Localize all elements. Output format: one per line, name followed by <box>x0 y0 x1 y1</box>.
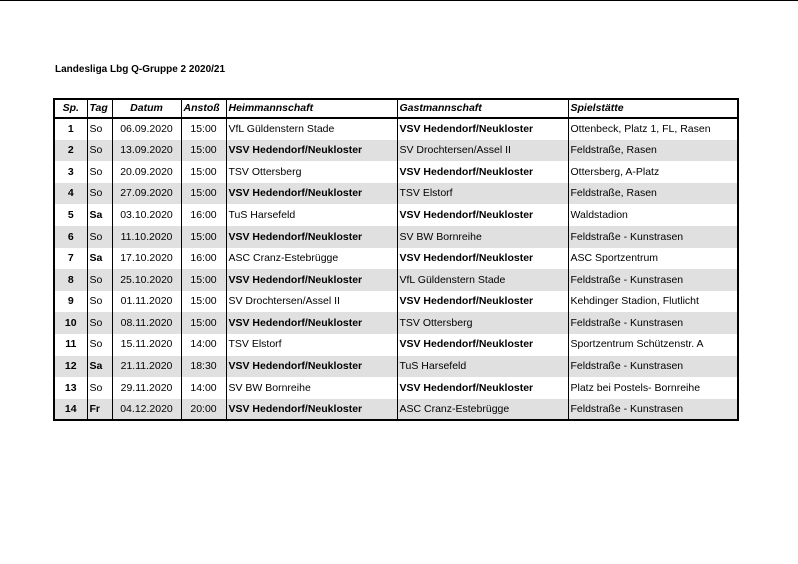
header-heim: Heimmannschaft <box>226 99 397 118</box>
cell-datum: 17.10.2020 <box>112 248 181 270</box>
table-row <box>54 291 738 313</box>
cell-datum: 03.10.2020 <box>112 204 181 226</box>
cell-tag: So <box>87 118 112 140</box>
cell-heim: SV BW Bornreihe <box>226 377 397 399</box>
cell-tag: So <box>87 291 112 313</box>
cell-anstoss: 18:30 <box>181 356 226 378</box>
cell-heim: VSV Hedendorf/Neukloster <box>226 269 397 291</box>
cell-ort: Feldstraße - Kunstrasen <box>568 312 738 334</box>
cell-ort: Platz bei Postels- Bornreihe <box>568 377 738 399</box>
cell-heim: TuS Harsefeld <box>226 204 397 226</box>
cell-gast: VSV Hedendorf/Neukloster <box>397 161 568 183</box>
cell-datum: 13.09.2020 <box>112 140 181 162</box>
cell-gast: TSV Ottersberg <box>397 312 568 334</box>
cell-anstoss: 14:00 <box>181 377 226 399</box>
cell-tag: So <box>87 312 112 334</box>
cell-anstoss: 15:00 <box>181 312 226 334</box>
cell-tag: So <box>87 334 112 356</box>
cell-tag: Sa <box>87 356 112 378</box>
table-row <box>54 183 738 205</box>
cell-ort: Sportzentrum Schützenstr. A <box>568 334 738 356</box>
cell-datum: 25.10.2020 <box>112 269 181 291</box>
table-row <box>54 269 738 291</box>
header-sp: Sp. <box>54 99 87 118</box>
cell-heim: VSV Hedendorf/Neukloster <box>226 140 397 162</box>
table-row <box>54 334 738 356</box>
page-top-border <box>0 0 798 1</box>
cell-anstoss: 15:00 <box>181 269 226 291</box>
cell-gast: TSV Elstorf <box>397 183 568 205</box>
cell-anstoss: 15:00 <box>181 291 226 313</box>
cell-ort: Feldstraße, Rasen <box>568 140 738 162</box>
cell-sp: 3 <box>54 161 87 183</box>
cell-datum: 04.12.2020 <box>112 399 181 421</box>
cell-heim: ASC Cranz-Estebrügge <box>226 248 397 270</box>
table-row <box>54 356 738 378</box>
schedule-table <box>53 98 739 421</box>
cell-sp: 1 <box>54 118 87 140</box>
cell-datum: 06.09.2020 <box>112 118 181 140</box>
cell-sp: 2 <box>54 140 87 162</box>
header-tag: Tag <box>87 99 112 118</box>
cell-tag: Sa <box>87 204 112 226</box>
cell-gast: VSV Hedendorf/Neukloster <box>397 334 568 356</box>
cell-anstoss: 15:00 <box>181 183 226 205</box>
cell-anstoss: 16:00 <box>181 248 226 270</box>
cell-heim: VSV Hedendorf/Neukloster <box>226 399 397 421</box>
table-row <box>54 399 738 421</box>
cell-anstoss: 15:00 <box>181 226 226 248</box>
cell-ort: Waldstadion <box>568 204 738 226</box>
header-ort: Spielstätte <box>568 99 738 118</box>
cell-gast: VSV Hedendorf/Neukloster <box>397 248 568 270</box>
cell-tag: Fr <box>87 399 112 421</box>
table-row <box>54 140 738 162</box>
cell-sp: 7 <box>54 248 87 270</box>
cell-sp: 5 <box>54 204 87 226</box>
cell-datum: 20.09.2020 <box>112 161 181 183</box>
cell-sp: 9 <box>54 291 87 313</box>
cell-heim: VSV Hedendorf/Neukloster <box>226 183 397 205</box>
cell-heim: VSV Hedendorf/Neukloster <box>226 312 397 334</box>
cell-ort: Feldstraße - Kunstrasen <box>568 399 738 421</box>
cell-anstoss: 20:00 <box>181 399 226 421</box>
table-row <box>54 204 738 226</box>
cell-heim: VfL Güldenstern Stade <box>226 118 397 140</box>
header-row <box>54 99 738 118</box>
table-row <box>54 312 738 334</box>
cell-sp: 12 <box>54 356 87 378</box>
cell-sp: 11 <box>54 334 87 356</box>
cell-anstoss: 15:00 <box>181 161 226 183</box>
cell-gast: SV BW Bornreihe <box>397 226 568 248</box>
cell-datum: 29.11.2020 <box>112 377 181 399</box>
table-row <box>54 118 738 140</box>
cell-tag: So <box>87 161 112 183</box>
cell-tag: So <box>87 140 112 162</box>
table-row <box>54 377 738 399</box>
cell-ort: Feldstraße - Kunstrasen <box>568 269 738 291</box>
cell-ort: Feldstraße, Rasen <box>568 183 738 205</box>
cell-sp: 6 <box>54 226 87 248</box>
cell-gast: VSV Hedendorf/Neukloster <box>397 291 568 313</box>
cell-sp: 4 <box>54 183 87 205</box>
cell-anstoss: 14:00 <box>181 334 226 356</box>
cell-sp: 8 <box>54 269 87 291</box>
cell-ort: ASC Sportzentrum <box>568 248 738 270</box>
cell-tag: So <box>87 183 112 205</box>
cell-anstoss: 16:00 <box>181 204 226 226</box>
cell-sp: 10 <box>54 312 87 334</box>
header-datum: Datum <box>112 99 181 118</box>
cell-gast: VSV Hedendorf/Neukloster <box>397 118 568 140</box>
cell-datum: 11.10.2020 <box>112 226 181 248</box>
cell-heim: VSV Hedendorf/Neukloster <box>226 356 397 378</box>
page-title: Landesliga Lbg Q-Gruppe 2 2020/21 <box>55 64 226 75</box>
cell-datum: 01.11.2020 <box>112 291 181 313</box>
header-gast: Gastmannschaft <box>397 99 568 118</box>
cell-sp: 13 <box>54 377 87 399</box>
cell-gast: ASC Cranz-Estebrügge <box>397 399 568 421</box>
table-row <box>54 161 738 183</box>
cell-gast: SV Drochtersen/Assel II <box>397 140 568 162</box>
cell-heim: TSV Elstorf <box>226 334 397 356</box>
table-row <box>54 248 738 270</box>
cell-gast: TuS Harsefeld <box>397 356 568 378</box>
cell-heim: VSV Hedendorf/Neukloster <box>226 226 397 248</box>
header-anstoss: Anstoß <box>181 99 226 118</box>
cell-ort: Feldstraße - Kunstrasen <box>568 356 738 378</box>
cell-anstoss: 15:00 <box>181 140 226 162</box>
cell-tag: Sa <box>87 248 112 270</box>
cell-anstoss: 15:00 <box>181 118 226 140</box>
cell-ort: Kehdinger Stadion, Flutlicht <box>568 291 738 313</box>
cell-ort: Ottenbeck, Platz 1, FL, Rasen <box>568 118 738 140</box>
cell-gast: VSV Hedendorf/Neukloster <box>397 377 568 399</box>
cell-datum: 21.11.2020 <box>112 356 181 378</box>
cell-datum: 27.09.2020 <box>112 183 181 205</box>
cell-tag: So <box>87 269 112 291</box>
cell-ort: Ottersberg, A-Platz <box>568 161 738 183</box>
cell-heim: TSV Ottersberg <box>226 161 397 183</box>
cell-datum: 08.11.2020 <box>112 312 181 334</box>
cell-gast: VSV Hedendorf/Neukloster <box>397 204 568 226</box>
cell-gast: VfL Güldenstern Stade <box>397 269 568 291</box>
cell-sp: 14 <box>54 399 87 421</box>
cell-ort: Feldstraße - Kunstrasen <box>568 226 738 248</box>
table-row <box>54 226 738 248</box>
cell-tag: So <box>87 377 112 399</box>
cell-tag: So <box>87 226 112 248</box>
cell-datum: 15.11.2020 <box>112 334 181 356</box>
cell-heim: SV Drochtersen/Assel II <box>226 291 397 313</box>
